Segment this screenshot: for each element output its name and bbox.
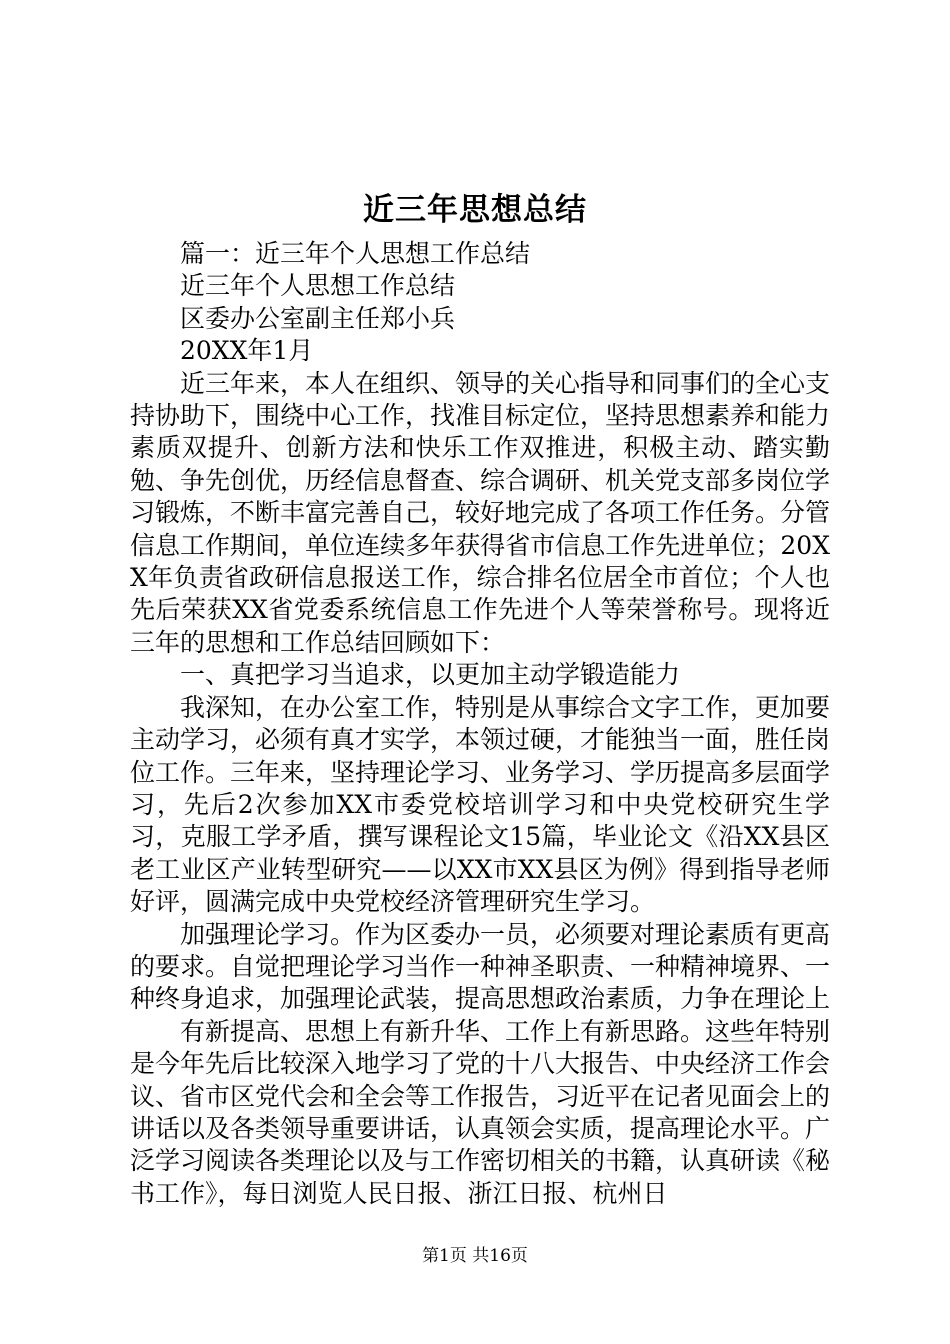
document-body bbox=[130, 238, 830, 1210]
paragraph-author: 区委办公室副主任郑小兵 bbox=[180, 303, 456, 333]
paragraph-heading-one: 一、真把学习当追求，以更加主动学锻造能力 bbox=[180, 660, 681, 690]
page-footer: 第1页 共16页 bbox=[422, 1246, 528, 1266]
document-title: 近三年思想总结 bbox=[363, 192, 587, 228]
paragraph-date: 20XX年1月 bbox=[180, 336, 314, 366]
paragraph-theory: 加强理论学习。作为区委办一员，必须要对理论素质有更高的要求。自觉把理论学习当作一种神圣职责、一种精神境界、一种终身追求，加强理论武装，提高思想政治素质，力争在理论上 bbox=[130, 919, 831, 1014]
paragraph-intro: 近三年来，本人在组织、领导的关心指导和同事们的全心支持协助下，围绕中心工作，找准目标定位，坚持思想素养和能力素质双提升、创新方法和快乐工作双推进，积极主动、踏实勤勉、争先创优，历经信息督查、综合调研、机关党支部多岗位学习锻炼，不断丰富完善自己，较好地完成了各项工作任务。分管信息工作期间，单位连续多年获得省市信息工作先进单位；20XX年负责省政研信息报送工作，综合排名位居全市首位；个人也先后荣获XX省党委系统信息工作先进个人等荣誉称号。现将近三年的思想和工作总结回顾如下： bbox=[130, 368, 831, 657]
paragraph-study: 我深知，在办公室工作，特别是从事综合文字工作，更加要主动学习，必须有真才实学，本领过硬，才能独当一面，胜任岗位工作。三年来，坚持理论学习、业务学习、学历提高多层面学习，先后2次参加XX市委党校培训学习和中央党校研究生学习，克服工学矛盾，撰写课程论文15篇，毕业论文《沿XX县区老工业区产业转型研究——以XX市XX县区为例》得到指导老师好评，圆满完成中央党校经济管理研究生学习。 bbox=[130, 692, 831, 917]
paragraph-subtitle: 近三年个人思想工作总结 bbox=[180, 271, 456, 301]
paragraph-section-heading: 篇一：近三年个人思想工作总结 bbox=[180, 239, 531, 268]
paragraph-theory-continued: 有新提高、思想上有新升华、工作上有新思路。这些年特别是今年先后比较深入地学习了党的十八大报告、中央经济工作会议、省市区党代会和全会等工作报告，习近平在记者见面会上的讲话以及各类领导重要讲话，认真领会实质，提高理论水平。广泛学习阅读各类理论以及与工作密切相关的书籍，认真研读《秘书工作》，每日浏览人民日报、浙江日报、杭州日 bbox=[130, 1016, 831, 1208]
